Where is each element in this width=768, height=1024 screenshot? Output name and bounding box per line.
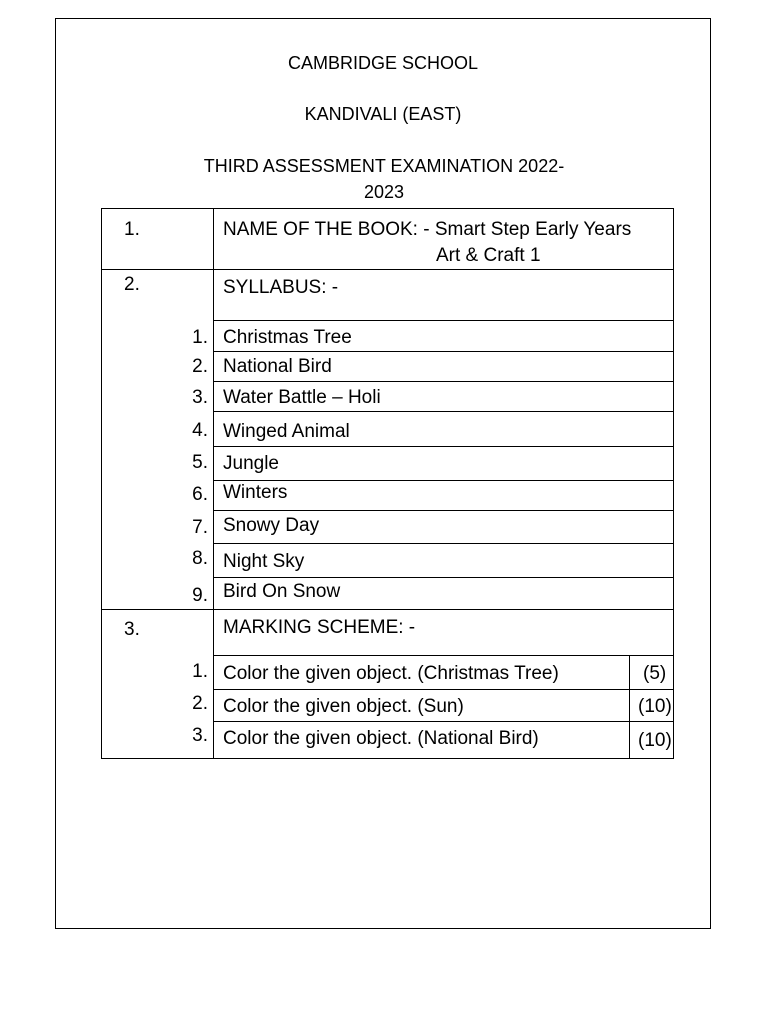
school-name: CAMBRIDGE SCHOOL	[287, 53, 479, 73]
row-divider	[213, 577, 674, 578]
marks-column-divider	[629, 656, 630, 759]
syllabus-item: Water Battle – Holi	[223, 387, 381, 408]
syllabus-item-number: 8.	[192, 548, 208, 569]
syllabus-item: Winged Animal	[223, 421, 350, 442]
syllabus-item-number: 7.	[192, 517, 208, 538]
syllabus-item: Snowy Day	[223, 515, 320, 536]
marking-scheme-label: MARKING SCHEME: -	[223, 617, 416, 638]
row-divider	[213, 510, 674, 511]
row-divider	[213, 351, 674, 352]
row-divider	[213, 689, 674, 690]
row-divider	[101, 269, 674, 270]
row-divider	[213, 543, 674, 544]
row-divider	[101, 609, 674, 610]
section-number-marking: 3.	[124, 619, 140, 640]
table-column-divider	[213, 208, 214, 759]
section-number-syllabus: 2.	[124, 274, 140, 295]
row-divider	[213, 320, 674, 321]
marking-item: Color the given object. (Sun)	[223, 696, 464, 717]
syllabus-item-number: 3.	[192, 387, 208, 408]
row-divider	[213, 655, 674, 656]
syllabus-item-number: 1.	[192, 327, 208, 348]
syllabus-item: Jungle	[223, 453, 279, 474]
book-name-line1: NAME OF THE BOOK: - Smart Step Early Years	[223, 219, 632, 240]
syllabus-item: Night Sky	[223, 551, 305, 572]
syllabus-item-number: 2.	[192, 356, 208, 377]
marking-item: Color the given object. (Christmas Tree)	[223, 663, 559, 684]
syllabus-item: Christmas Tree	[223, 327, 352, 348]
row-divider	[213, 721, 674, 722]
syllabus-item: Winters	[223, 482, 288, 503]
section-number-book: 1.	[124, 219, 140, 240]
syllabus-item-number: 6.	[192, 484, 208, 505]
marking-item-number: 3.	[192, 725, 208, 746]
table-border-left	[101, 208, 102, 759]
table-border-top	[101, 208, 674, 209]
marking-item-marks: (5)	[643, 663, 667, 684]
marking-item-marks: (10)	[638, 730, 672, 751]
exam-title-line1: THIRD ASSESSMENT EXAMINATION 2022-	[203, 156, 565, 176]
exam-title-line2: 2023	[363, 182, 405, 202]
school-location: KANDIVALI (EAST)	[304, 104, 462, 124]
table-border-bottom	[101, 758, 674, 759]
table-border-right	[673, 208, 674, 759]
syllabus-item: Bird On Snow	[223, 581, 341, 602]
marking-item-number: 2.	[192, 693, 208, 714]
book-name-line2: Art & Craft 1	[436, 245, 541, 266]
syllabus-item-number: 4.	[192, 420, 208, 441]
row-divider	[213, 411, 674, 412]
marking-item-number: 1.	[192, 661, 208, 682]
marking-item-marks: (10)	[638, 696, 672, 717]
syllabus-item-number: 9.	[192, 585, 208, 606]
syllabus-label: SYLLABUS: -	[223, 277, 339, 298]
row-divider	[213, 381, 674, 382]
syllabus-item: National Bird	[223, 356, 332, 377]
syllabus-item-number: 5.	[192, 452, 208, 473]
marking-item: Color the given object. (National Bird)	[223, 728, 539, 749]
row-divider	[213, 446, 674, 447]
